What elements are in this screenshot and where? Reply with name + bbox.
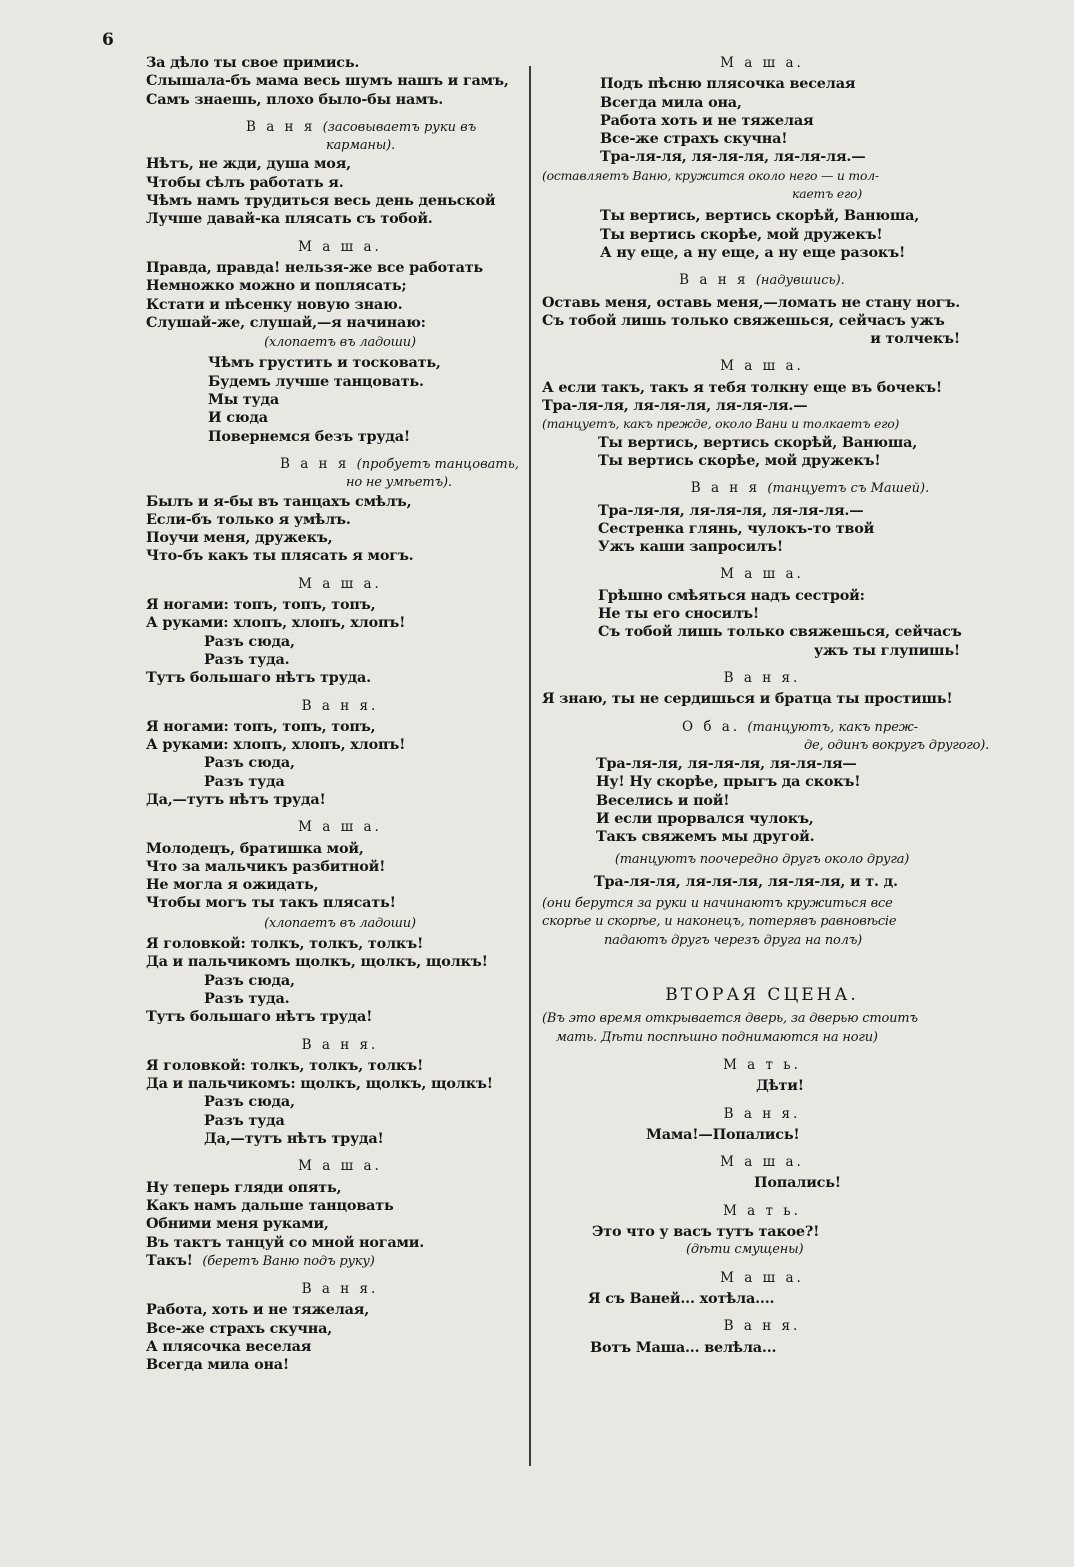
- speaker-heading: В а н я.: [723, 669, 801, 686]
- verse-line: Будемъ лучше танцовать.: [208, 372, 424, 390]
- verse-line: Не могла я ожидать,: [146, 876, 319, 894]
- verse-line: Тра-ля-ля, ля-ля-ля, ля-ля-ля.—: [600, 148, 866, 166]
- speaker-heading: М а ш а.: [298, 575, 382, 592]
- verse-line: Я ногами: топъ, топъ, топъ,: [146, 717, 376, 735]
- verse-line: и толчекъ!: [870, 330, 960, 348]
- verse-line: Обними меня руками,: [146, 1215, 329, 1233]
- stage-direction: де, одинъ вокругъ другого).: [804, 737, 990, 753]
- verse-line: Оставь меня, оставь меня,—ломать не стану ногъ.: [542, 293, 961, 311]
- verse-line: Работа, хоть и не тяжелая,: [146, 1301, 370, 1319]
- verse-line: Я съ Ваней... хотѣла....: [588, 1289, 775, 1307]
- verse-line: Повернемся безъ труда!: [208, 427, 411, 445]
- verse-line: Ну! Ну скорѣе, прыгъ да скокъ!: [596, 773, 861, 791]
- verse-line: Тра-ля-ля, ля-ля-ля, ля-ля-ля.—: [542, 397, 808, 415]
- stage-direction: (оставляетъ Ваню, кружится около него — и тол-: [542, 167, 879, 183]
- speaker-heading: В а н я (танцуетъ съ Машей).: [690, 480, 930, 497]
- verse-line: Ты вертись, вертись скорѣй, Ванюша,: [598, 433, 918, 451]
- verse-line: Слышала-бъ мама весь шумъ нашъ и гамъ,: [146, 72, 509, 90]
- stage-direction: (они берутся за руки и начинаютъ кружиться все: [542, 896, 893, 912]
- verse-line: Работа хоть и не тяжелая: [600, 111, 814, 129]
- stage-direction: каетъ его): [792, 186, 862, 202]
- verse-line: Мы туда: [208, 391, 280, 409]
- speaker-heading: В а н я (засовываетъ руки въ: [246, 118, 477, 135]
- verse-line: Вотъ Маша... велѣла...: [590, 1338, 777, 1356]
- verse-line: Разъ сюда,: [204, 971, 295, 989]
- verse-line: Дѣти!: [756, 1077, 804, 1095]
- verse-line: Немножко можно и поплясать;: [146, 277, 407, 295]
- speaker-heading: О б а. (танцуютъ, какъ преж-: [682, 718, 919, 735]
- speaker-heading: М а ш а.: [298, 238, 382, 255]
- stage-direction: (Въ это время открывается дверь, за дверью стоитъ: [542, 1011, 918, 1027]
- stage-direction: но не умѣетъ).: [346, 475, 452, 491]
- verse-line: Разъ сюда,: [204, 1093, 295, 1111]
- verse-line: Ты вертись скорѣе, мой дружекъ!: [598, 451, 881, 469]
- verse-line: Слушай-же, слушай,—я начинаю:: [146, 313, 426, 331]
- stage-direction: (хлопаетъ въ ладоши): [264, 915, 416, 931]
- speaker-heading: М а ш а.: [298, 819, 382, 836]
- stage-direction: падаютъ другъ черезъ друга на полъ): [604, 932, 863, 948]
- verse-line: Тра-ля-ля, ля-ля-ля, ля-ля-ля.—: [598, 501, 864, 519]
- right-column: [542, 54, 990, 1357]
- verse-line: Веселись и пой!: [596, 791, 730, 809]
- verse-line: Грѣшно смѣяться надъ сестрой:: [598, 586, 865, 604]
- verse-line: Я ногами: топъ, топъ, топъ,: [146, 596, 376, 614]
- stage-direction: (танцуетъ съ Машей).: [767, 481, 930, 497]
- verse-line: За дѣло ты свое примись.: [146, 54, 360, 71]
- verse-line: Чѣмъ грустить и тосковать,: [208, 354, 441, 372]
- speaker-heading: М а ш а.: [720, 358, 804, 375]
- verse-line: Тутъ большаго нѣтъ труда.: [146, 669, 371, 687]
- stage-direction: (танцуютъ, какъ преж-: [747, 719, 919, 735]
- stage-direction: скорѣе и скорѣе, и наконецъ, потерявъ равновѣсіе: [542, 914, 897, 930]
- verse-line: Кстати и пѣсенку новую знаю.: [146, 295, 403, 313]
- speaker-heading: М а т ь.: [723, 1056, 801, 1073]
- verse-line: ужъ ты глупишь!: [813, 641, 960, 659]
- verse-line: Да и пальчикомъ щолкъ, щолкъ, щолкъ!: [146, 953, 488, 971]
- stage-direction: (хлопаетъ въ ладоши): [264, 335, 416, 351]
- verse-line: Разъ туда.: [204, 650, 290, 668]
- page-number: 6: [102, 30, 114, 50]
- verse-line: Чтобы сѣлъ работать я.: [146, 173, 344, 191]
- stage-direction: (надувшись).: [755, 273, 845, 289]
- verse-line: Былъ и я-бы въ танцахъ смѣлъ,: [146, 492, 412, 510]
- verse-line: А плясочка веселая: [146, 1338, 312, 1355]
- verse-line: Что-бъ какъ ты плясать я могъ.: [146, 547, 414, 565]
- verse-line: Что за мальчикъ разбитной!: [146, 857, 386, 875]
- speaker-heading: В а н я.: [301, 1281, 379, 1298]
- speaker-heading: В а н я (надувшись).: [679, 272, 845, 289]
- speaker-heading: М а ш а.: [298, 1158, 382, 1175]
- verse-line: Разъ сюда,: [204, 632, 295, 650]
- stage-direction: (танцуетъ, какъ прежде, около Вани и толкаетъ его): [542, 416, 900, 432]
- verse-line: Съ тобой лишь только свяжешься, сейчасъ ужъ: [542, 311, 945, 329]
- verse-line: Всегда мила она,: [600, 93, 742, 111]
- verse-line: Да и пальчикомъ: щолкъ, щолкъ, щолкъ!: [146, 1075, 493, 1093]
- verse-line: Я головкой: толкъ, толкъ, толкъ!: [146, 935, 424, 953]
- stage-direction: (беретъ Ваню подъ руку): [202, 1253, 375, 1269]
- speaker-heading: В а н я (пробуетъ танцовать,: [280, 455, 519, 472]
- verse-line: Такъ свяжемъ мы другой.: [596, 828, 815, 846]
- verse-line: И сюда: [208, 409, 268, 427]
- verse-line: Разъ туда.: [204, 989, 290, 1007]
- speaker-heading: М а ш а.: [720, 566, 804, 583]
- verse-line: Лучше давай-ка плясать съ тобой.: [146, 210, 433, 228]
- verse-line: Попались!: [754, 1174, 841, 1192]
- verse-line: Тра-ля-ля, ля-ля-ля, ля-ля-ля—: [596, 755, 857, 773]
- speaker-heading: М а ш а.: [720, 55, 804, 71]
- verse-line: Ужъ каши запросилъ!: [598, 538, 783, 556]
- stage-direction: (дѣти смущены): [686, 1242, 804, 1258]
- verse-line: Ты вертись скорѣе, мой дружекъ!: [600, 225, 883, 243]
- left-column: [146, 54, 534, 1375]
- speaker-heading: В а н я.: [301, 1036, 379, 1053]
- verse-line: Да,—тутъ нѣтъ труда!: [204, 1130, 384, 1148]
- verse-line: Самъ знаешь, плохо было-бы намъ.: [146, 90, 444, 108]
- verse-line: Тутъ большаго нѣтъ труда!: [146, 1008, 373, 1026]
- verse-line: Если-бъ только я умѣлъ.: [146, 510, 351, 528]
- verse-line: Мама!—Попались!: [646, 1125, 800, 1143]
- verse-line: Разъ туда: [204, 1111, 285, 1129]
- verse-line: А руками: хлопъ, хлопъ, хлопъ!: [146, 736, 406, 754]
- verse-line: Такъ! (беретъ Ваню подъ руку): [146, 1251, 375, 1269]
- stage-direction: карманы).: [326, 138, 395, 154]
- verse-line: Всегда мила она!: [146, 1356, 290, 1374]
- stage-direction: (танцуютъ поочередно другъ около друга): [614, 851, 910, 867]
- verse-line: Молодецъ, братишка мой,: [146, 839, 364, 857]
- verse-line: Это что у васъ тутъ такое?!: [592, 1223, 820, 1241]
- verse-line: Правда, правда! нельзя-же все работать: [146, 258, 483, 276]
- verse-line: Ну теперь гляди опять,: [146, 1178, 342, 1196]
- verse-line: Да,—тутъ нѣтъ труда!: [146, 790, 326, 808]
- verse-line: Ты вертись, вертись скорѣй, Ванюша,: [600, 207, 920, 225]
- verse-line: А руками: хлопъ, хлопъ, хлопъ!: [146, 614, 406, 632]
- verse-line: Въ тактъ танцуй со мной ногами.: [146, 1233, 425, 1251]
- speaker-heading: В а н я.: [301, 697, 379, 714]
- verse-line: Поучи меня, дружекъ,: [146, 529, 333, 547]
- speaker-heading: М а ш а.: [720, 1269, 804, 1286]
- verse-line: А ну еще, а ну еще, а ну еще разокъ!: [600, 243, 906, 261]
- speaker-heading: М а т ь.: [723, 1202, 801, 1219]
- scene-title: ВТОРАЯ СЦЕНА.: [665, 985, 859, 1006]
- stage-direction: мать. Дѣти поспѣшно поднимаются на ноги): [556, 1029, 878, 1045]
- verse-line: Я знаю, ты не сердишься и братца ты простишь!: [542, 690, 953, 708]
- verse-line: А если такъ, такъ я тебя толкну еще въ бочекъ!: [542, 378, 942, 396]
- stage-direction: (пробуетъ танцовать,: [356, 456, 519, 472]
- verse-line: Нѣтъ, не жди, душа моя,: [146, 155, 351, 173]
- verse-line: Все-же страхъ скучна,: [146, 1319, 333, 1337]
- stage-direction: (засовываетъ руки въ: [322, 119, 477, 135]
- speaker-heading: В а н я.: [723, 1105, 801, 1122]
- verse-line: Все-же страхъ скучна!: [600, 130, 788, 148]
- verse-line: Разъ туда: [204, 772, 285, 790]
- verse-line: Разъ сюда,: [204, 754, 295, 772]
- verse-line: Сестренка глянь, чулокъ-то твой: [598, 519, 875, 537]
- verse-line: Съ тобой лишь только свяжешься, сейчасъ: [598, 623, 962, 641]
- verse-line: И если прорвался чулокъ,: [596, 809, 814, 827]
- verse-line: Я головкой: толкъ, толкъ, толкъ!: [146, 1056, 424, 1074]
- verse-line: Чтобы могъ ты такъ плясать!: [146, 894, 396, 912]
- verse-line: Чѣмъ намъ трудиться весь день деньской: [146, 192, 496, 210]
- verse-line: Подъ пѣсню плясочка веселая: [600, 75, 856, 93]
- verse-line: Не ты его сносилъ!: [598, 605, 759, 623]
- speaker-heading: В а н я.: [723, 1318, 801, 1335]
- verse-line: Тра-ля-ля, ля-ля-ля, ля-ля-ля, и т. д.: [594, 872, 898, 890]
- verse-line: Какъ намъ дальше танцовать: [146, 1196, 394, 1214]
- speaker-heading: М а ш а.: [720, 1154, 804, 1171]
